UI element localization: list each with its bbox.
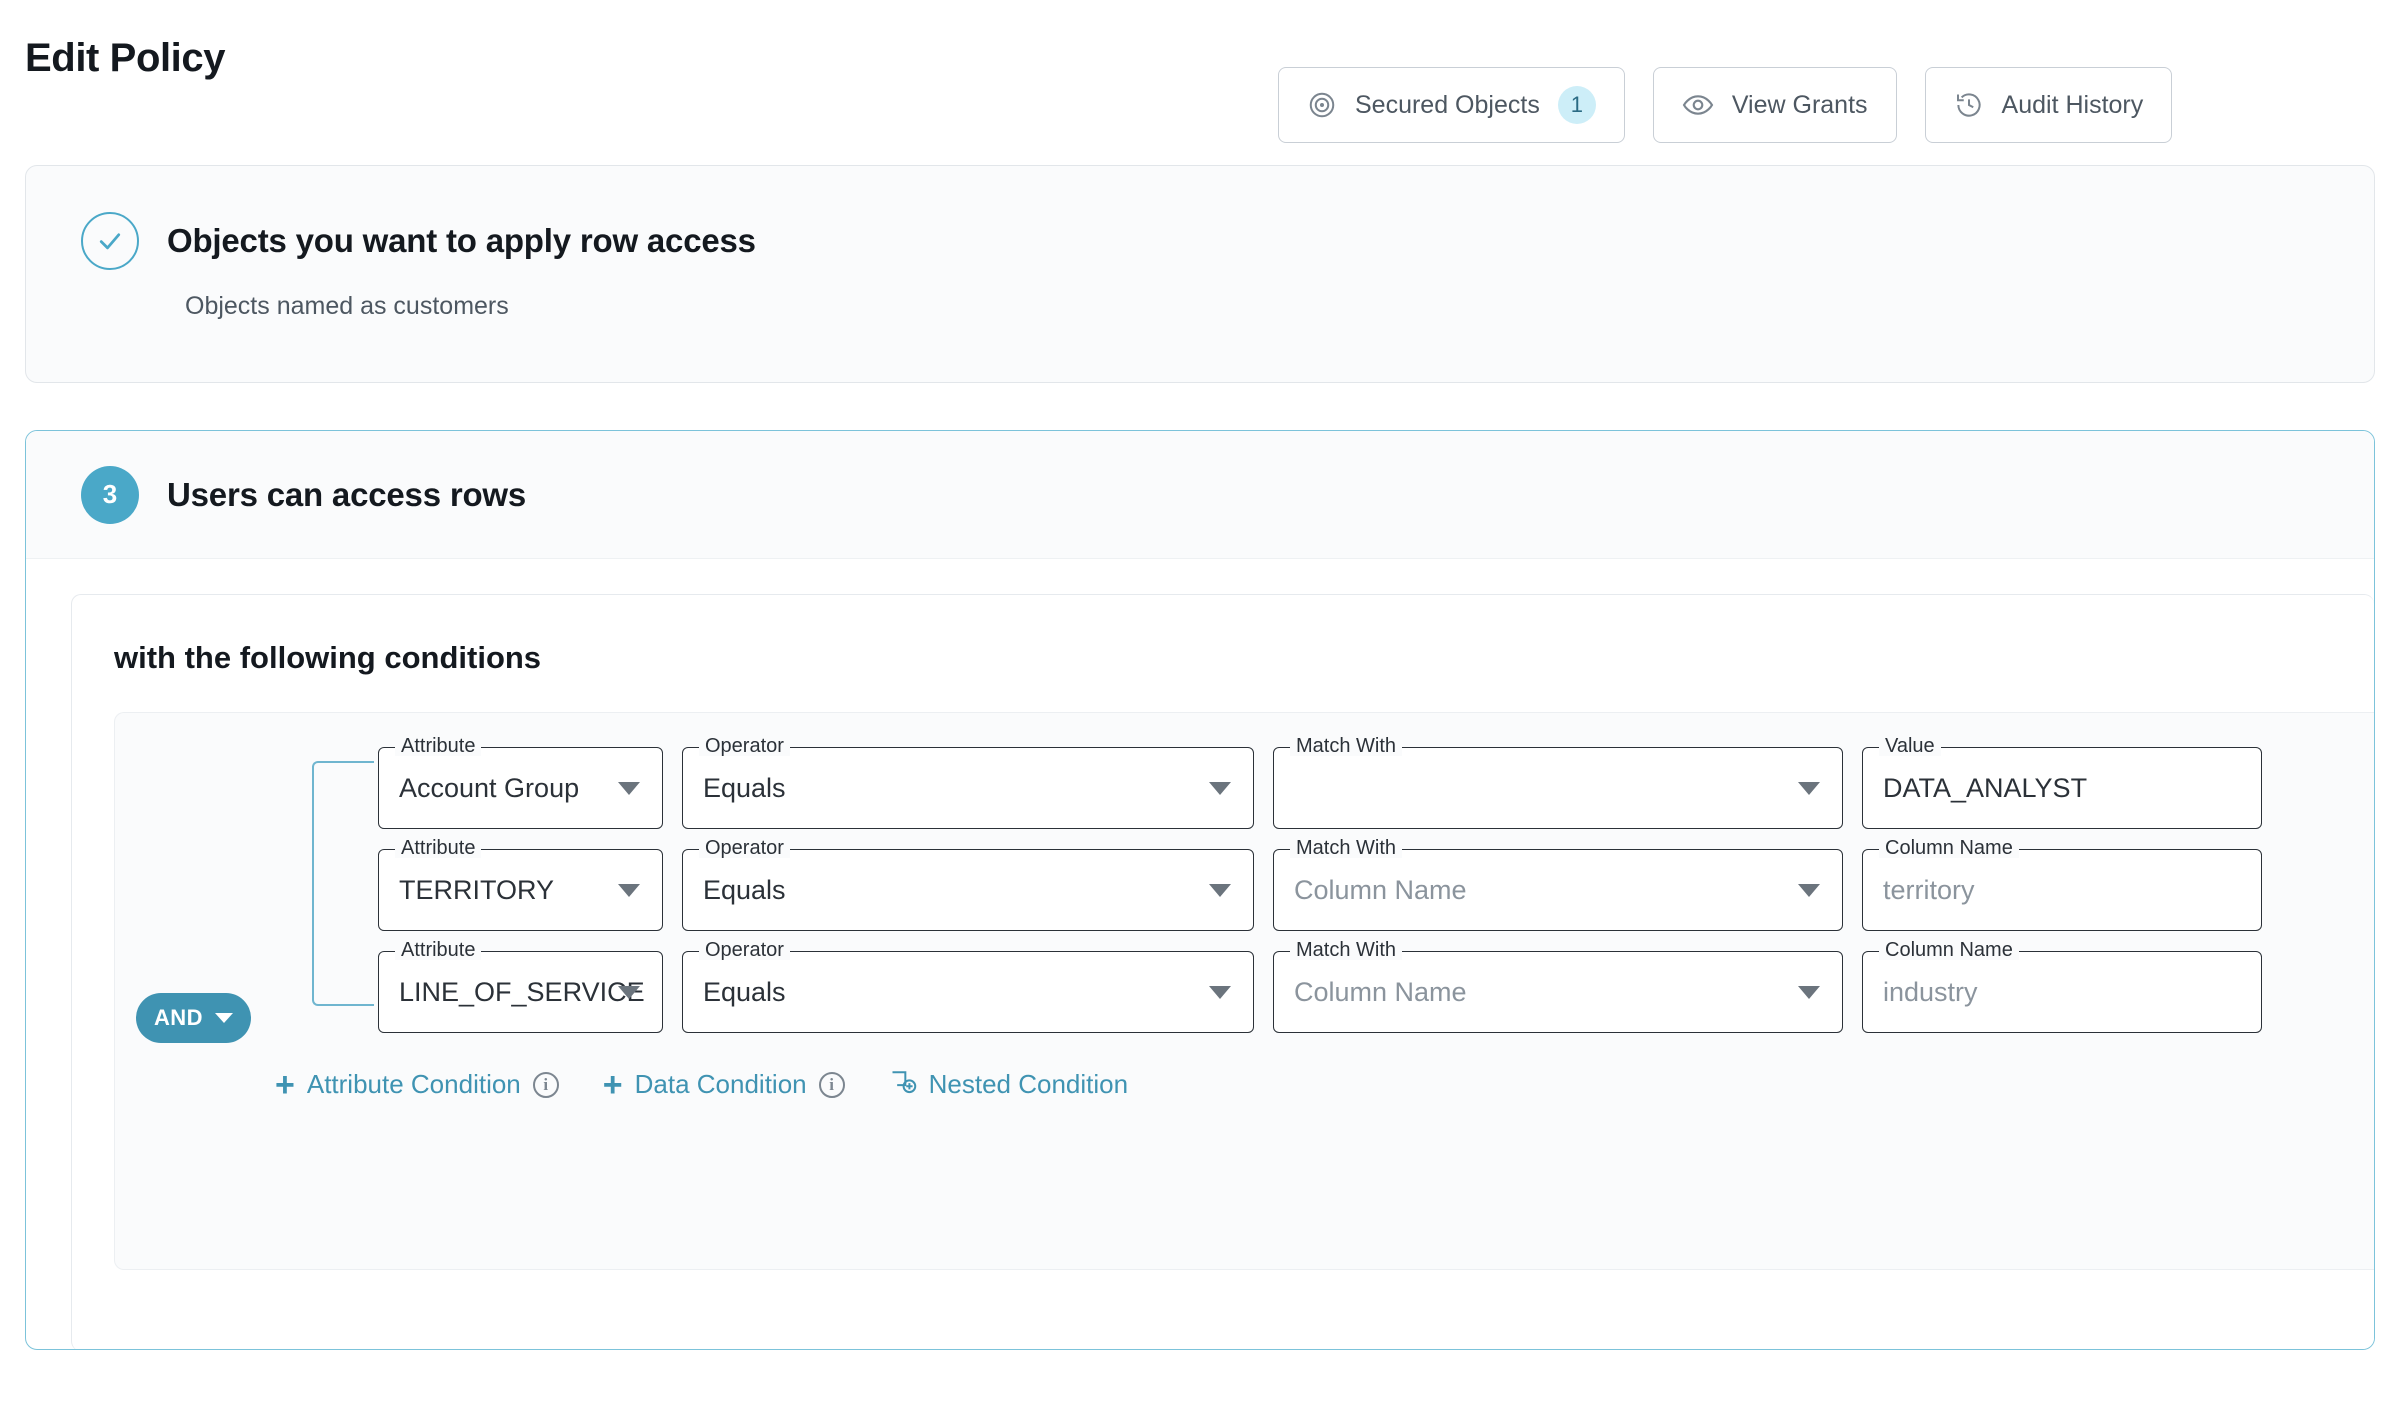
add-data-condition-button[interactable] (602, 1065, 845, 1104)
nested-add-icon (889, 1067, 917, 1102)
secured-objects-count-badge: 1 (1558, 86, 1596, 124)
add-nested-condition-label: Nested Condition (928, 1069, 1129, 1099)
attribute-value: Account Group (399, 772, 580, 803)
match-with-value: Column Name (1294, 976, 1467, 1007)
eye-icon (1682, 89, 1714, 121)
match-with-label: Match With (1290, 736, 1402, 756)
operator-label: Operator (699, 838, 790, 858)
page-header (0, 0, 2400, 165)
match-with-label: Match With (1290, 940, 1402, 960)
chevron-down-icon (215, 1013, 233, 1023)
column-name-label: Column Name (1879, 838, 2019, 858)
step-subtitle-objects: Objects named as customers (185, 292, 509, 320)
chevron-down-icon[interactable] (1798, 884, 1820, 897)
column-name-label: Column Name (1879, 940, 2019, 960)
add-condition-links (275, 1067, 2374, 1102)
chevron-down-icon[interactable] (618, 986, 640, 999)
operator-value: Equals (703, 874, 786, 905)
add-data-condition-label: Data Condition (634, 1069, 807, 1099)
condition-group (114, 712, 2374, 1270)
column-name-value: territory (1883, 874, 1975, 905)
match-with-select[interactable] (1273, 735, 1843, 829)
column-name-input[interactable] (1862, 837, 2262, 931)
step-card-objects[interactable] (25, 165, 2375, 383)
condition-rows (115, 735, 2374, 1033)
chevron-down-icon[interactable] (1209, 782, 1231, 795)
operator-label: Operator (699, 736, 790, 756)
audit-history-label: Audit History (2001, 90, 2144, 119)
audit-history-button[interactable] (1925, 67, 2173, 143)
operator-select[interactable] (682, 837, 1254, 931)
view-grants-button[interactable] (1653, 67, 1897, 143)
chevron-down-icon[interactable] (618, 884, 640, 897)
chevron-down-icon[interactable] (1209, 884, 1231, 897)
step-number-badge: 3 (81, 466, 139, 524)
condition-row (378, 735, 2374, 829)
plus-icon: + (275, 1065, 295, 1104)
attribute-label: Attribute (395, 940, 481, 960)
condition-row (378, 939, 2374, 1033)
operator-select[interactable] (682, 735, 1254, 829)
step-header-objects (81, 212, 2374, 270)
and-joiner-label: AND (154, 1005, 203, 1030)
step-header-users (26, 431, 2374, 559)
page-title: Edit Policy (25, 36, 226, 80)
conditions-panel (71, 594, 2374, 1350)
add-attribute-condition-button[interactable] (275, 1065, 559, 1104)
check-circle-icon (81, 212, 139, 270)
plus-icon: + (602, 1065, 623, 1104)
value-input[interactable] (1862, 735, 2262, 829)
history-icon (1954, 90, 1984, 120)
match-with-select[interactable] (1273, 939, 1843, 1033)
operator-value: Equals (703, 772, 786, 803)
column-name-value: industry (1883, 976, 1978, 1007)
match-with-label: Match With (1290, 838, 1402, 858)
step-title-users: Users can access rows (167, 475, 527, 513)
operator-label: Operator (699, 940, 790, 960)
attribute-select[interactable] (378, 837, 663, 931)
step-card-users-can-access-rows (25, 430, 2375, 1350)
add-attribute-condition-label: Attribute Condition (306, 1069, 521, 1099)
view-grants-label: View Grants (1731, 90, 1868, 119)
conditions-panel-title: with the following conditions (114, 640, 542, 675)
match-with-select[interactable] (1273, 837, 1843, 931)
attribute-value: TERRITORY (399, 874, 555, 905)
value-text: DATA_ANALYST (1883, 772, 2088, 803)
secured-objects-button[interactable] (1278, 67, 1625, 143)
chevron-down-icon[interactable] (1209, 986, 1231, 999)
attribute-label: Attribute (395, 838, 481, 858)
operator-select[interactable] (682, 939, 1254, 1033)
target-icon (1307, 90, 1337, 120)
column-name-input[interactable] (1862, 939, 2262, 1033)
chevron-down-icon[interactable] (1798, 986, 1820, 999)
info-icon[interactable]: i (533, 1072, 559, 1098)
secured-objects-label: Secured Objects (1355, 90, 1540, 119)
info-icon[interactable]: i (819, 1072, 845, 1098)
attribute-value: LINE_OF_SERVICE (399, 976, 645, 1007)
attribute-select[interactable] (378, 939, 663, 1033)
attribute-label: Attribute (395, 736, 481, 756)
step-title-objects: Objects you want to apply row access (167, 222, 756, 259)
attribute-select[interactable] (378, 735, 663, 829)
condition-row (378, 837, 2374, 931)
and-joiner-chip[interactable] (136, 993, 251, 1043)
operator-value: Equals (703, 976, 786, 1007)
value-label: Value (1879, 736, 1941, 756)
header-actions (1278, 67, 2172, 143)
chevron-down-icon[interactable] (618, 782, 640, 795)
chevron-down-icon[interactable] (1798, 782, 1820, 795)
match-with-value: Column Name (1294, 874, 1467, 905)
add-nested-condition-button[interactable] (889, 1067, 1128, 1102)
